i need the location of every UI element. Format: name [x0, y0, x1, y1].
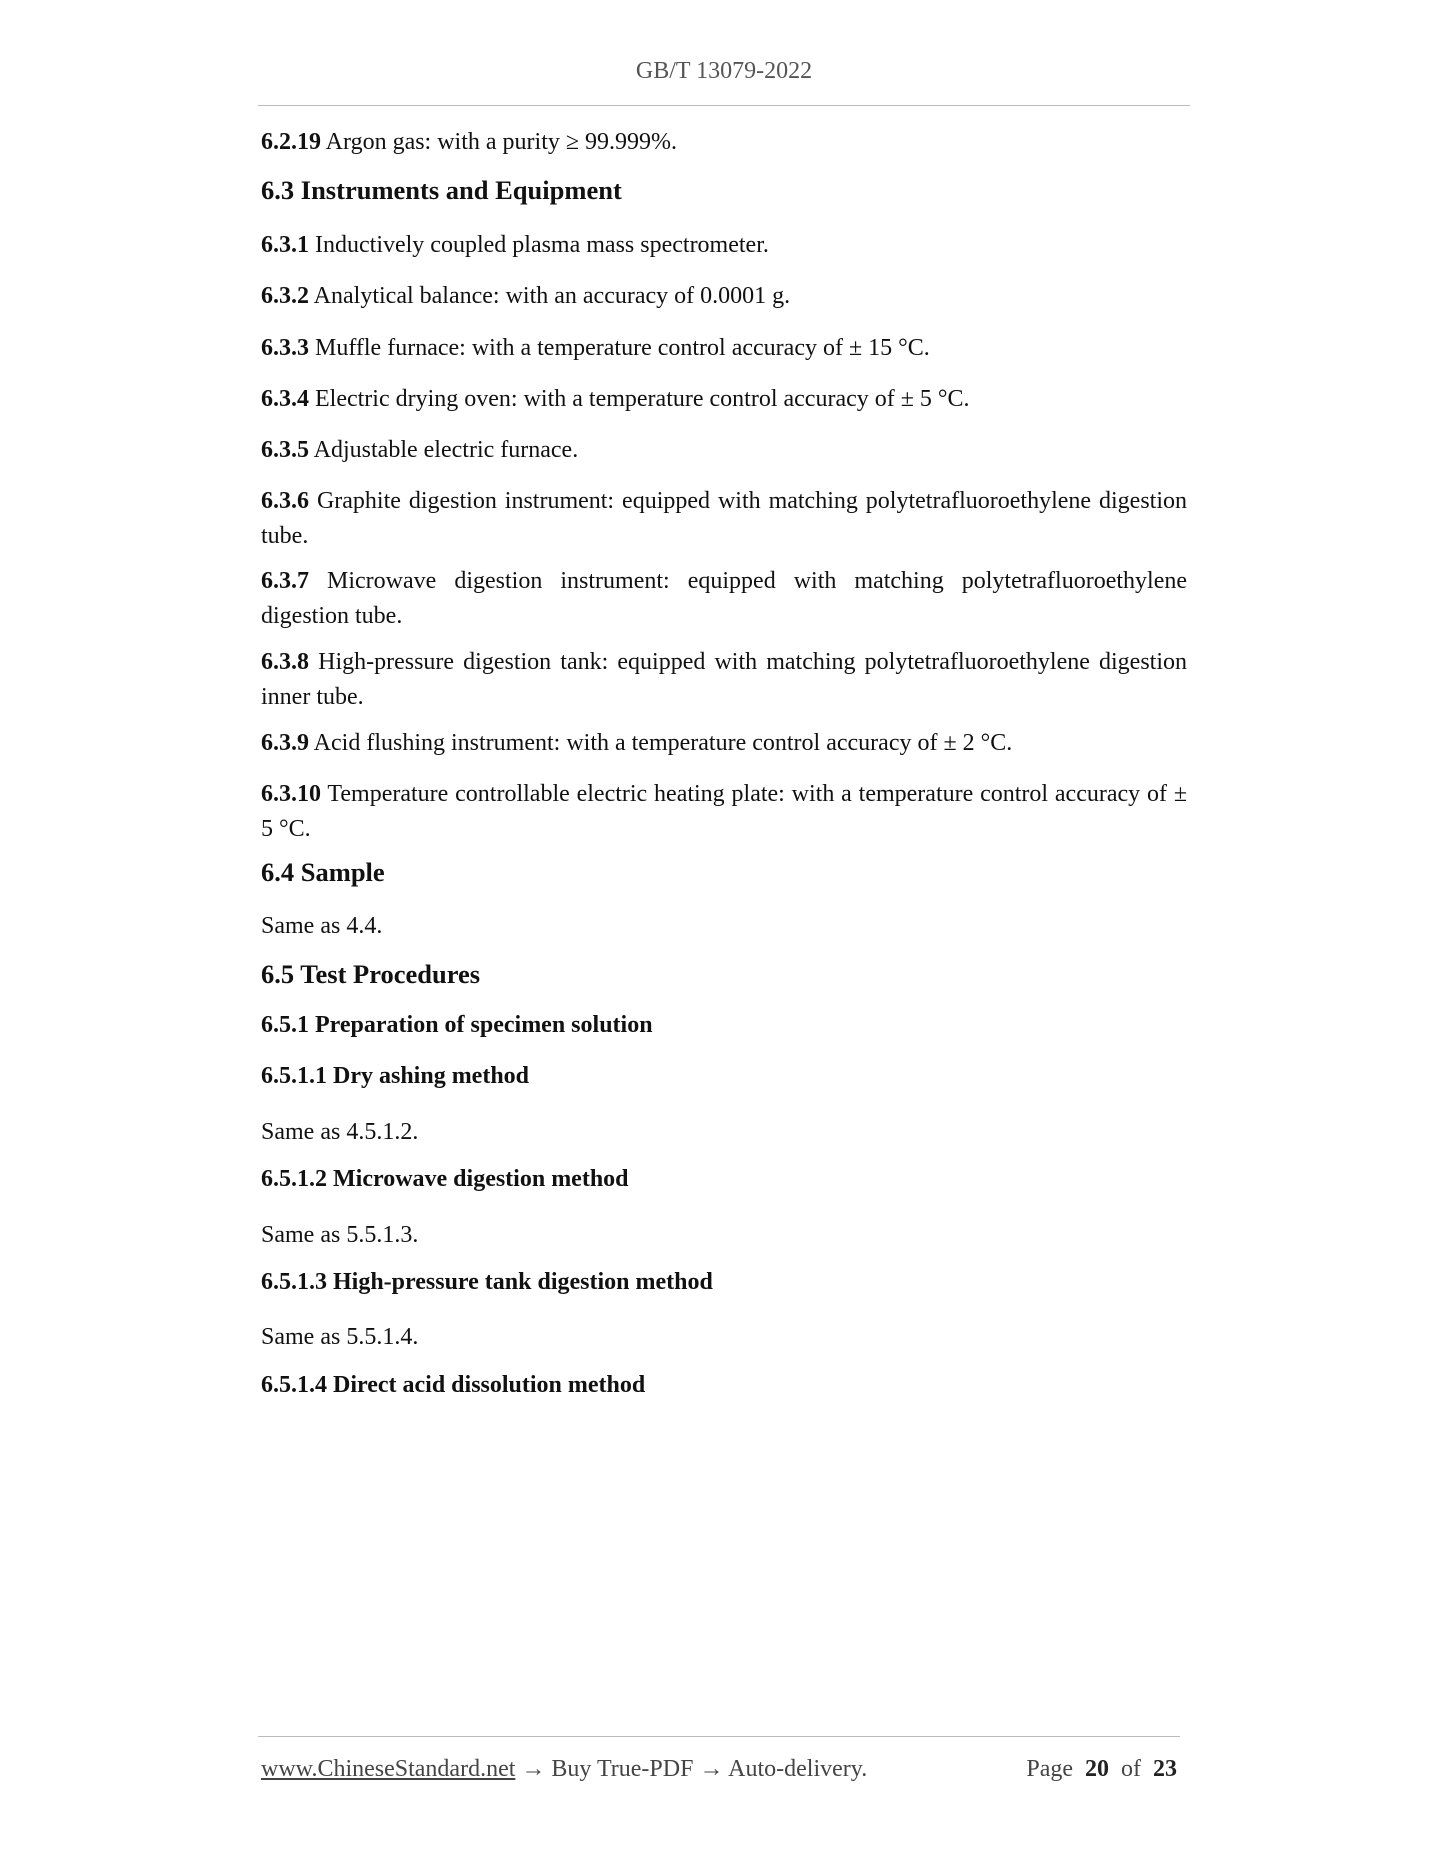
- page-number: 20: [1085, 1756, 1109, 1782]
- clause-number: 6.3.4: [261, 386, 309, 412]
- clause-6-3-7: [261, 564, 1187, 634]
- clause-number: 6.3.9: [261, 730, 309, 756]
- footer-links: [261, 1756, 867, 1783]
- section-heading-6-3: 6.3 Instruments and Equipment: [261, 175, 622, 205]
- clause-6-3-4: [261, 382, 1187, 417]
- page-label: Page: [1026, 1756, 1073, 1782]
- subsection-heading-6-5-1-1: 6.5.1.1 Dry ashing method: [261, 1063, 530, 1089]
- clause-number: 6.3.8: [261, 649, 309, 675]
- clause-number: 6.3.1: [261, 232, 309, 258]
- subsection-heading-6-5-1: 6.5.1 Preparation of specimen solution: [261, 1012, 653, 1038]
- of-label: of: [1121, 1756, 1141, 1782]
- clause-text: Electric drying oven: with a temperature control accuracy of ± 5 °C.: [309, 386, 970, 412]
- clause-text: Adjustable electric furnace.: [309, 437, 579, 463]
- paragraph-6-5-1-3: Same as 5.5.1.4.: [261, 1324, 419, 1350]
- clause-text: Muffle furnace: with a temperature control accuracy of ± 15 °C.: [309, 335, 930, 361]
- clause-text: Temperature controllable electric heating plate: with a temperature control accuracy of ± 5 °C.: [261, 781, 1187, 842]
- subsection-heading-6-5-1-2: 6.5.1.2 Microwave digestion method: [261, 1166, 629, 1192]
- clause-number: 6.2.19: [261, 129, 321, 155]
- footer-divider: [258, 1736, 1180, 1737]
- header-divider: [258, 105, 1190, 106]
- clause-text: Inductively coupled plasma mass spectrometer.: [309, 232, 769, 258]
- clause-6-2-19: [261, 125, 1187, 160]
- clause-text: Graphite digestion instrument: equipped with matching polytetrafluoroethylene digestion tube.: [261, 488, 1187, 549]
- clause-text: Acid flushing instrument: with a temperature control accuracy of ± 2 °C.: [309, 730, 1013, 756]
- page-indicator: [1026, 1756, 1177, 1783]
- clause-6-3-3: [261, 331, 1187, 366]
- section-heading-6-4: 6.4 Sample: [261, 857, 385, 887]
- clause-number: 6.3.2: [261, 283, 309, 309]
- subsection-heading-6-5-1-3: 6.5.1.3 High-pressure tank digestion method: [261, 1269, 713, 1295]
- paragraph-6-4: Same as 4.4.: [261, 913, 383, 939]
- section-heading-6-5: 6.5 Test Procedures: [261, 959, 481, 989]
- clause-6-3-8: [261, 645, 1187, 715]
- clause-text: Argon gas: with a purity ≥ 99.999%.: [321, 129, 678, 155]
- page-header: GB/T 13079-2022: [635, 58, 813, 84]
- clause-6-3-5: [261, 433, 1187, 468]
- clause-6-3-1: [261, 228, 1187, 263]
- clause-number: 6.3.5: [261, 437, 309, 463]
- clause-number: 6.3.3: [261, 335, 309, 361]
- clause-number: 6.3.10: [261, 781, 321, 807]
- clause-text: Analytical balance: with an accuracy of 0.0001 g.: [309, 283, 791, 309]
- buy-pdf-text: Buy True-PDF: [551, 1756, 694, 1782]
- clause-6-3-2: [261, 279, 1187, 314]
- clause-number: 6.3.6: [261, 488, 309, 514]
- site-link[interactable]: www.ChineseStandard.net: [261, 1756, 516, 1782]
- subsection-heading-6-5-1-4: 6.5.1.4 Direct acid dissolution method: [261, 1372, 646, 1398]
- clause-6-3-9: [261, 726, 1187, 761]
- arrow-right-icon: →: [693, 1756, 729, 1782]
- paragraph-6-5-1-1: Same as 4.5.1.2.: [261, 1119, 419, 1145]
- clause-6-3-10: [261, 777, 1187, 847]
- arrow-right-icon: →: [515, 1756, 552, 1782]
- page-total: 23: [1153, 1756, 1177, 1782]
- clause-text: Microwave digestion instrument: equipped with matching polytetrafluoroethylene digestion tube.: [261, 568, 1187, 629]
- paragraph-6-5-1-2: Same as 5.5.1.3.: [261, 1222, 419, 1248]
- clause-6-3-6: [261, 484, 1187, 554]
- clause-text: High-pressure digestion tank: equipped with matching polytetrafluoroethylene digestion inner tube.: [261, 649, 1187, 710]
- clause-number: 6.3.7: [261, 568, 309, 594]
- auto-delivery-text: Auto-delivery.: [728, 1756, 868, 1782]
